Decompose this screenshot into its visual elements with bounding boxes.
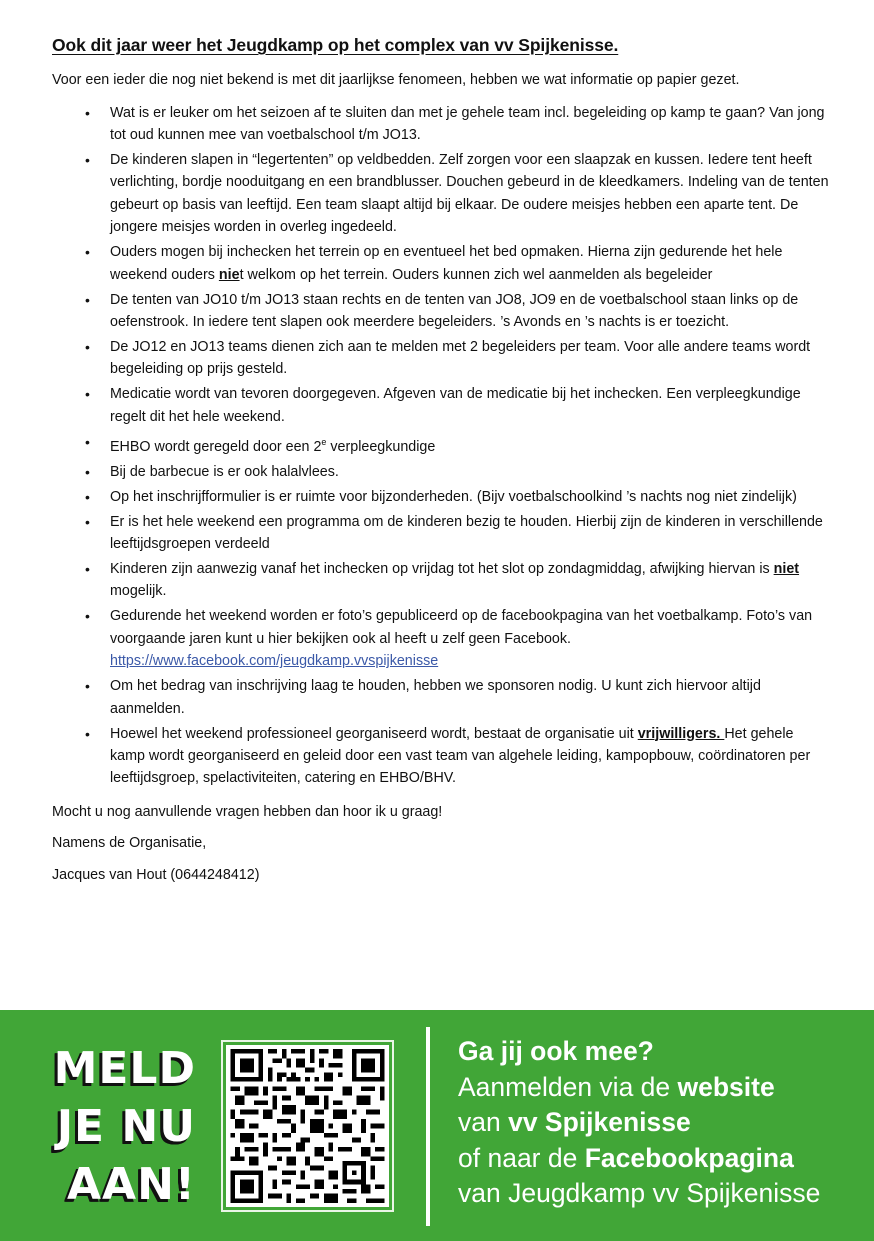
bullet-icon: • [85, 244, 90, 261]
list-item: • Wat is er leuker om het seizoen af te sluiten dan met je gehele team incl. begeleiding op kamp te gaan? Van jong tot oud kunnen mee van voetbalschool t/m JO13. [52, 102, 832, 147]
qr-pattern-icon [230, 1049, 385, 1203]
list-item: • Hoewel het weekend professioneel georganiseerd wordt, bestaat de organisatie uit vrijwilligers. Het gehele kamp wordt georganiseerd en geleid door een vast team van algehele leiding, kampopbouw, coördinatoren per leeftijdsgroep, spelactiviteiten, catering en EHBO/BHV. [52, 723, 832, 790]
list-item: • De JO12 en JO13 teams dienen zich aan te melden met 2 begeleiders per team. Voor alle andere teams wordt begeleiding op prijs gesteld. [52, 336, 832, 381]
facebook-link[interactable]: https://www.facebook.com/jeugdkamp.vvspijkenisse [110, 653, 439, 670]
closing-question: Mocht u nog aanvullende vragen hebben dan hoor ik u graag! [52, 803, 443, 820]
list-item: • Bij de barbecue is er ook halalvlees. [52, 461, 832, 483]
bullet-icon: • [85, 104, 90, 121]
closing-section [52, 801, 832, 886]
closing-regards: Namens de Organisatie, [52, 835, 207, 852]
list-item: • De kinderen slapen in “legertenten” op veldbedden. Zelf zorgen voor een slaapzak en kussen. Iedere tent heeft verlichting, bordje nooduitgang en een brandblusser. Douchen gebeurd in de kleedkamers. Indeling van de tenten gebeurt op basis van leeftijd. Een team slaapt altijd bij elkaar. De oudere meisjes hebben een aparte tent. De jongere meisjes worden in overleg ingedeeld. [52, 149, 832, 239]
qr-code[interactable] [221, 1040, 394, 1212]
club-name: vv Spijkenisse [508, 1107, 691, 1137]
call-to-action [458, 1034, 820, 1212]
cta-line: of naar de Facebookpagina [458, 1142, 794, 1173]
document-body [52, 30, 832, 895]
website-link-text: website [677, 1071, 775, 1102]
bullet-icon: • [85, 488, 90, 505]
divider [426, 1027, 430, 1226]
bullet-icon: • [85, 338, 90, 355]
bullet-icon: • [85, 725, 90, 742]
emphasis-vrijwilligers: vrijwilligers. [637, 725, 725, 742]
bullet-icon: • [85, 678, 90, 695]
bullet-icon: • [85, 513, 90, 530]
intro-paragraph: Voor een ieder die nog niet bekend is met dit jaarlijkse fenomeen, hebben we wat informatie op papier gezet. [52, 72, 740, 88]
slogan-line: MELD [53, 1043, 196, 1094]
cta-line: van Jeugdkamp vv Spijkenisse [458, 1178, 821, 1208]
facebook-page-text: Facebookpagina [584, 1142, 794, 1173]
list-item: • Op het inschrijfformulier is er ruimte voor bijzonderheden. (Bijv voetbalschoolkind ’s nachts nog niet zindelijk) [52, 486, 832, 508]
superscript: e [321, 436, 327, 447]
list-item: • Er is het hele weekend een programma om de kinderen bezig te houden. Hierbij zijn de kinderen in verschillende leeftijdsgroepen verdeeld [52, 511, 832, 556]
bullet-icon: • [85, 463, 90, 480]
info-bullet-list [52, 102, 832, 790]
list-item: • Gedurende het weekend worden er foto’s gepubliceerd op de facebookpagina van het voetbalkamp. Foto’s van voorgaande jaren kunt u hier bekijken ook al heeft u zelf geen Facebook. https://www.facebook.com/jeugdkamp.vvspijkenisse [52, 605, 832, 672]
list-item: • Om het bedrag van inschrijving laag te houden, hebben we sponsoren nodig. U kunt zich hiervoor altijd aanmelden. [52, 675, 832, 720]
page-title: Ook dit jaar weer het Jeugdkamp op het complex van vv Spijkenisse. [52, 35, 619, 55]
list-item: • Ouders mogen bij inchecken het terrein op en eventueel het bed opmaken. Hierna zijn gedurende het hele weekend ouders niet welkom op het terrein. Ouders kunnen zich wel aanmelden als begeleider [52, 241, 832, 286]
slogan [24, 1040, 196, 1214]
bullet-icon: • [85, 560, 90, 577]
bullet-icon: • [85, 433, 90, 450]
bullet-icon: • [85, 608, 90, 625]
list-item: • Medicatie wordt van tevoren doorgegeven. Afgeven van de medicatie bij het inchecken. Een verpleegkundige regelt dit het hele weekend. [52, 383, 832, 428]
slogan-line: JE NU [56, 1101, 196, 1152]
cta-heading: Ga jij ook mee? [458, 1036, 654, 1066]
emphasis-niet: nie [218, 266, 240, 283]
bullet-icon: • [85, 291, 90, 308]
signature: Jacques van Hout (0644248412) [52, 866, 260, 883]
signup-banner [0, 1010, 874, 1241]
cta-line: van vv Spijkenisse [458, 1107, 691, 1137]
qr-code-icon [226, 1045, 389, 1207]
bullet-icon: • [85, 151, 90, 168]
list-item: • Kinderen zijn aanwezig vanaf het inchecken op vrijdag tot het slot op zondagmiddag, afwijking hiervan is niet mogelijk. [52, 558, 832, 603]
emphasis-niet: niet [773, 560, 800, 577]
cta-line: Aanmelden via de website [458, 1071, 775, 1102]
bullet-icon: • [85, 386, 90, 403]
list-item: • EHBO wordt geregeld door een 2e verpleegkundige [52, 431, 832, 458]
list-item: • De tenten van JO10 t/m JO13 staan rechts en de tenten van JO8, JO9 en de voetbalschool staan links op de oefenstrook. In iedere tent slapen ook meerdere begeleiders. ’s Avonds en ’s nachts is er toezicht. [52, 289, 832, 334]
slogan-line: AAN! [67, 1159, 196, 1210]
